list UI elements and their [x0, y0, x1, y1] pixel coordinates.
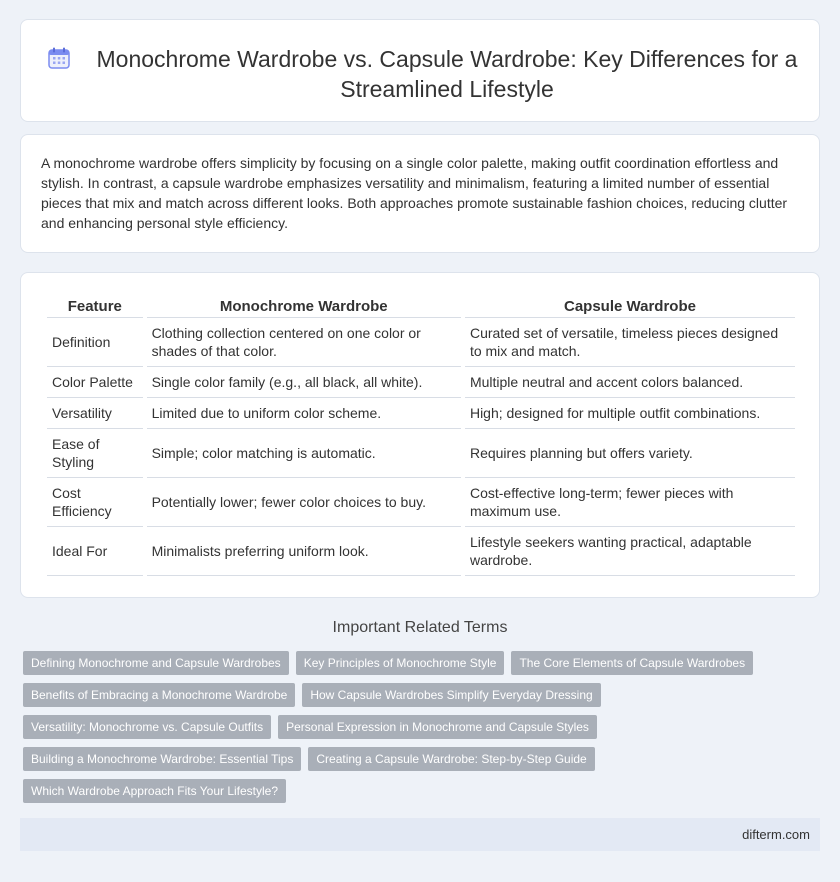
- related-term-tag[interactable]: Defining Monochrome and Capsule Wardrobes: [23, 651, 289, 675]
- related-terms-list: [23, 651, 803, 811]
- monochrome-cell: Limited due to uniform color scheme.: [147, 398, 461, 429]
- capsule-cell: Curated set of versatile, timeless pieces designed to mix and match.: [465, 318, 795, 367]
- monochrome-cell: Minimalists preferring uniform look.: [147, 527, 461, 576]
- feature-cell: Ideal For: [47, 527, 143, 576]
- table-row: [47, 367, 795, 398]
- related-term-tag[interactable]: Which Wardrobe Approach Fits Your Lifestyle?: [23, 779, 286, 803]
- related-term-tag[interactable]: Building a Monochrome Wardrobe: Essential Tips: [23, 747, 301, 771]
- header-card: [20, 19, 820, 122]
- header-capsule: Capsule Wardrobe: [465, 295, 795, 318]
- table-row: [47, 398, 795, 429]
- related-term-tag[interactable]: The Core Elements of Capsule Wardrobes: [511, 651, 753, 675]
- header-feature: Feature: [47, 295, 143, 318]
- table-row: [47, 318, 795, 367]
- monochrome-cell: Simple; color matching is automatic.: [147, 429, 461, 478]
- related-term-tag[interactable]: How Capsule Wardrobes Simplify Everyday Dressing: [302, 683, 600, 707]
- related-term-tag[interactable]: Personal Expression in Monochrome and Capsule Styles: [278, 715, 597, 739]
- feature-cell: Definition: [47, 318, 143, 367]
- page-title: Monochrome Wardrobe vs. Capsule Wardrobe: Key Differences for a Streamlined Lifestyle: [96, 46, 798, 102]
- monochrome-cell: Potentially lower; fewer color choices to buy.: [147, 478, 461, 527]
- feature-cell: Cost Efficiency: [47, 478, 143, 527]
- related-terms-title: Important Related Terms: [332, 619, 508, 636]
- capsule-cell: Multiple neutral and accent colors balanced.: [465, 367, 795, 398]
- table-row: [47, 478, 795, 527]
- monochrome-cell: Clothing collection centered on one color or shades of that color.: [147, 318, 461, 367]
- feature-cell: Versatility: [47, 398, 143, 429]
- related-term-tag[interactable]: Creating a Capsule Wardrobe: Step-by-Step Guide: [308, 747, 594, 771]
- monochrome-cell: Single color family (e.g., all black, all white).: [147, 367, 461, 398]
- capsule-cell: Requires planning but offers variety.: [465, 429, 795, 478]
- site-name[interactable]: difterm.com: [742, 827, 810, 842]
- comparison-table: [43, 295, 799, 576]
- footer: [20, 818, 820, 851]
- table-header-row: [47, 295, 795, 318]
- header-monochrome: Monochrome Wardrobe: [147, 295, 461, 318]
- related-term-tag[interactable]: Key Principles of Monochrome Style: [296, 651, 505, 675]
- comparison-table-card: [20, 272, 820, 598]
- feature-cell: Ease of Styling: [47, 429, 143, 478]
- capsule-cell: Cost-effective long-term; fewer pieces with maximum use.: [465, 478, 795, 527]
- feature-cell: Color Palette: [47, 367, 143, 398]
- capsule-cell: High; designed for multiple outfit combinations.: [465, 398, 795, 429]
- related-term-tag[interactable]: Versatility: Monochrome vs. Capsule Outfits: [23, 715, 271, 739]
- capsule-cell: Lifestyle seekers wanting practical, adaptable wardrobe.: [465, 527, 795, 576]
- related-term-tag[interactable]: Benefits of Embracing a Monochrome Wardrobe: [23, 683, 295, 707]
- intro-paragraph: A monochrome wardrobe offers simplicity by focusing on a single color palette, making outfit coordination effortless and stylish. In contrast, a capsule wardrobe emphasizes versatility and minimalism, featuring a limited number of essential pieces that mix and match across different looks. Both approaches promote sustainable fashion choices, reducing clutter and enhancing personal style efficiency.: [41, 155, 788, 231]
- table-row: [47, 429, 795, 478]
- table-row: [47, 527, 795, 576]
- intro-card: [20, 134, 820, 253]
